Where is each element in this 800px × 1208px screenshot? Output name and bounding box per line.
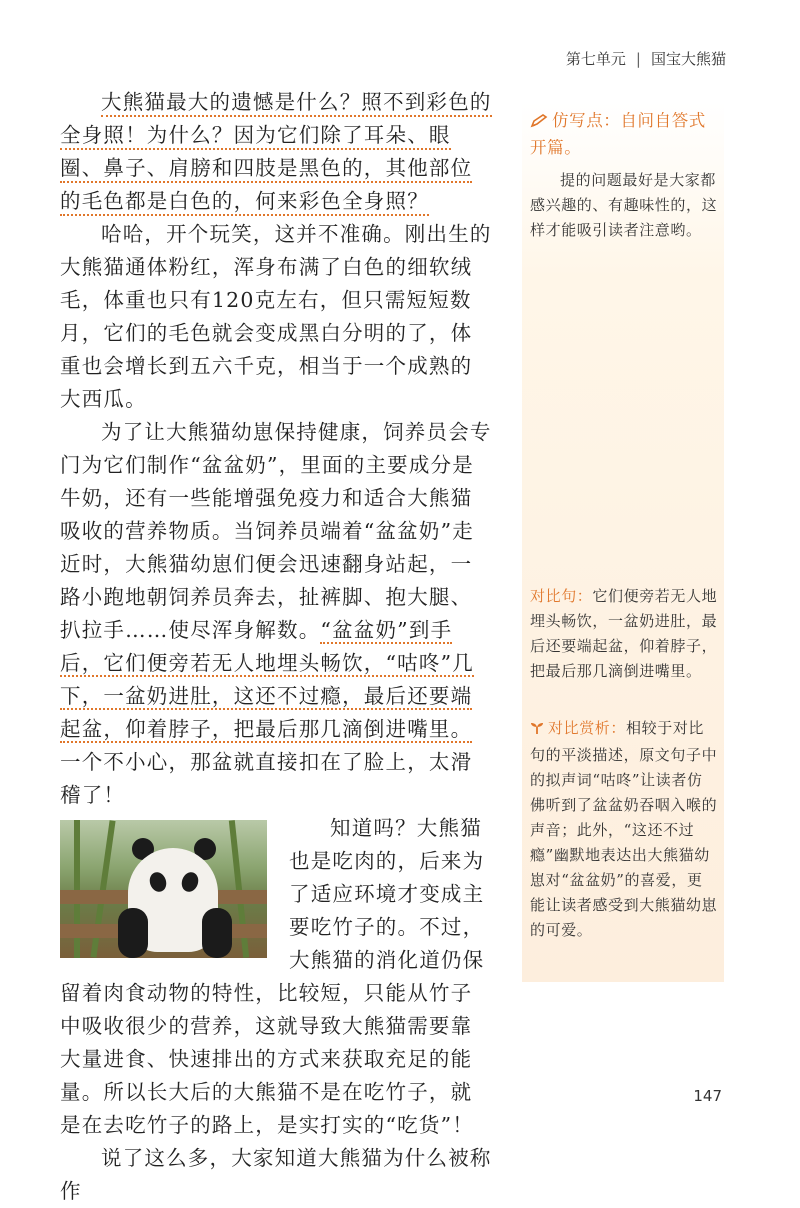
note-contrast: [530, 584, 718, 684]
note-imitation-title: 仿写点：自问自答式开篇。: [530, 111, 706, 157]
paragraph-1: [60, 86, 492, 218]
header-separator: |: [635, 50, 641, 68]
page-number: 147: [693, 1087, 722, 1105]
note-imitation-text: 提的问题最好是大家都感兴趣的、有趣味性的，这样才能吸引读者注意哟。: [530, 171, 718, 239]
note-imitation: [530, 108, 718, 243]
paragraph-4: [60, 812, 492, 1142]
chapter-title: 国宝大熊猫: [650, 50, 726, 68]
note-contrast-text: 它们便旁若无人地埋头畅饮，一盆奶进肚，最后还要端起盆，仰着脖子，把最后那几滴倒进嘴里。: [530, 587, 718, 680]
sprout-icon: [530, 718, 544, 743]
note-appreciation-text: 相较于对比句的平淡描述，原文句子中的拟声词“咕咚”让读者仿佛听到了盆盆奶吞咽入喉的声音；此外，“这还不过瘾”幽默地表达出大熊猫幼崽对“盆盆奶”的喜爱，更能让读者感受到大熊猫幼崽的可爱。: [530, 719, 718, 939]
page-header: [566, 48, 726, 69]
paragraph-5: 说了这么多，大家知道大熊猫为什么被称作: [60, 1146, 492, 1203]
paragraph-4-text: 知道吗？大熊猫也是吃肉的，后来为了适应环境才变成主要吃竹子的。不过，大熊猫的消化道仍保留着肉食动物的特性，比较短，只能从竹子中吸收很少的营养，这就导致大熊猫需要靠大量进食、快速排出的方式来获取充足的能量。所以长大后的大熊猫不是在吃竹子，就是在去吃竹子的路上，是实打实的“吃货”！: [60, 816, 485, 1137]
paragraph-2: 哈哈，开个玩笑，这并不准确。刚出生的大熊猫通体粉红，浑身布满了白色的细软绒毛，体重也只有120克左右，但只需短短数月，它们的毛色就会变成黑白分明的了，体重也会增长到五六千克，相当于一个成熟的大西瓜。: [60, 222, 492, 411]
unit-label: 第七单元: [565, 50, 626, 68]
underlined-sentence: “盆盆奶”到手后，它们便旁若无人地埋头畅饮，“咕咚”几下，一盆奶进肚，这还不过瘾，最后还要端起盆，仰着脖子，把最后那几滴倒进嘴里。: [60, 618, 474, 741]
paragraph-3-end: 一个不小心，那盆就直接扣在了脸上，太滑稽了！: [60, 750, 473, 807]
note-contrast-label: 对比句：: [530, 587, 593, 605]
paragraph-3: [60, 416, 492, 812]
note-appreciation-label: 对比赏析：: [548, 719, 627, 737]
article-body: [60, 86, 492, 1208]
note-appreciation: [530, 716, 718, 943]
pencil-icon: [530, 110, 548, 135]
panda-photo: [60, 820, 267, 958]
paragraph-3-start: 为了让大熊猫幼崽保持健康，饲养员会专门为它们制作“盆盆奶”，里面的主要成分是牛奶，还有一些能增强免疫力和适合大熊猫吸收的营养物质。当饲养员端着“盆盆奶”走近时，大熊猫幼崽们便会迅速翻身站起，一路小跑地朝饲养员奔去，扯裤脚、抱大腿、扒拉手……使尽浑身解数。: [60, 420, 492, 642]
underlined-opening: 大熊猫最大的遗憾是什么？照不到彩色的全身照！为什么？因为它们除了耳朵、眼圈、鼻子、肩膀和四肢是黑色的，其他部位的毛色都是白色的，何来彩色全身照？: [60, 90, 492, 216]
